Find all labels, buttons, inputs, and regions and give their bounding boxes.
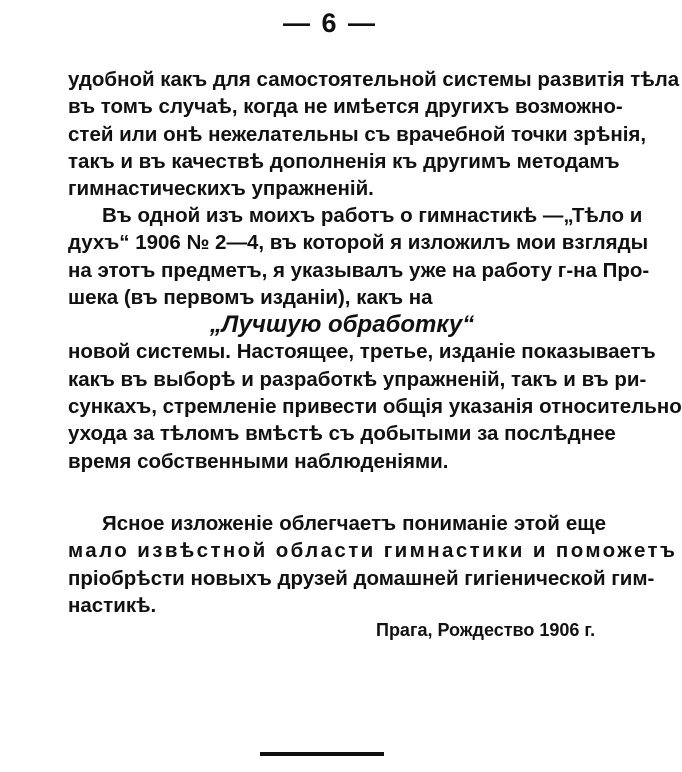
text-line: сункахъ, стремленіе привести общія указанія относительно xyxy=(68,395,682,419)
text-line: Ясное изложеніе облегчаетъ пониманіе этой еще xyxy=(102,512,606,535)
text-line: удобной какъ для самостоятельной системы развитія тѣла xyxy=(68,68,680,91)
paragraph-3 xyxy=(68,510,678,619)
text-line: какъ въ выборѣ и разработкѣ упражненій, такъ и въ ри- xyxy=(68,367,647,391)
text-line: новой системы. Настоящее, третье, изданіе показываетъ xyxy=(68,340,656,364)
text-line: такъ и въ качествѣ дополненія къ другимъ методамъ xyxy=(68,149,620,173)
text-line: настикѣ. xyxy=(68,593,157,617)
paragraph-1 xyxy=(68,66,680,202)
text-line: пріобрѣсти новыхъ друзей домашней гигіенической гим- xyxy=(68,566,655,590)
text-line: мало извѣстной области гимнастики и поможетъ xyxy=(68,539,678,563)
place-date-signature: Прага, Рождество 1906 г. xyxy=(376,620,596,640)
text-line: духъ“ 1906 № 2—4, въ которой я изложилъ мои взгляды xyxy=(68,231,649,255)
text-line: ухода за тѣломъ вмѣстѣ съ добытыми за послѣднее xyxy=(68,422,616,446)
text-line: время собственными наблюденіями. xyxy=(68,449,449,473)
text-line: гимнастическихъ упражненій. xyxy=(68,177,374,201)
text-line: на этотъ предметъ, я указывалъ уже на работу г-на Про- xyxy=(68,258,650,282)
text-line: Въ одной изъ моихъ работъ о гимнастикѣ —„Тѣло и xyxy=(102,204,643,227)
paragraph-2 xyxy=(68,202,682,475)
end-rule-divider xyxy=(260,752,384,756)
text-line: стей или онѣ нежелательны съ врачебной точки зрѣнія, xyxy=(68,122,647,146)
text-line: въ томъ случаѣ, когда не имѣется другихъ возможно- xyxy=(68,95,623,119)
emphasized-heading: „Лучшую обработку“ xyxy=(209,311,475,339)
page-number: — 6 — xyxy=(282,8,378,38)
text-line: шека (въ первомъ изданіи), какъ на xyxy=(68,285,433,309)
